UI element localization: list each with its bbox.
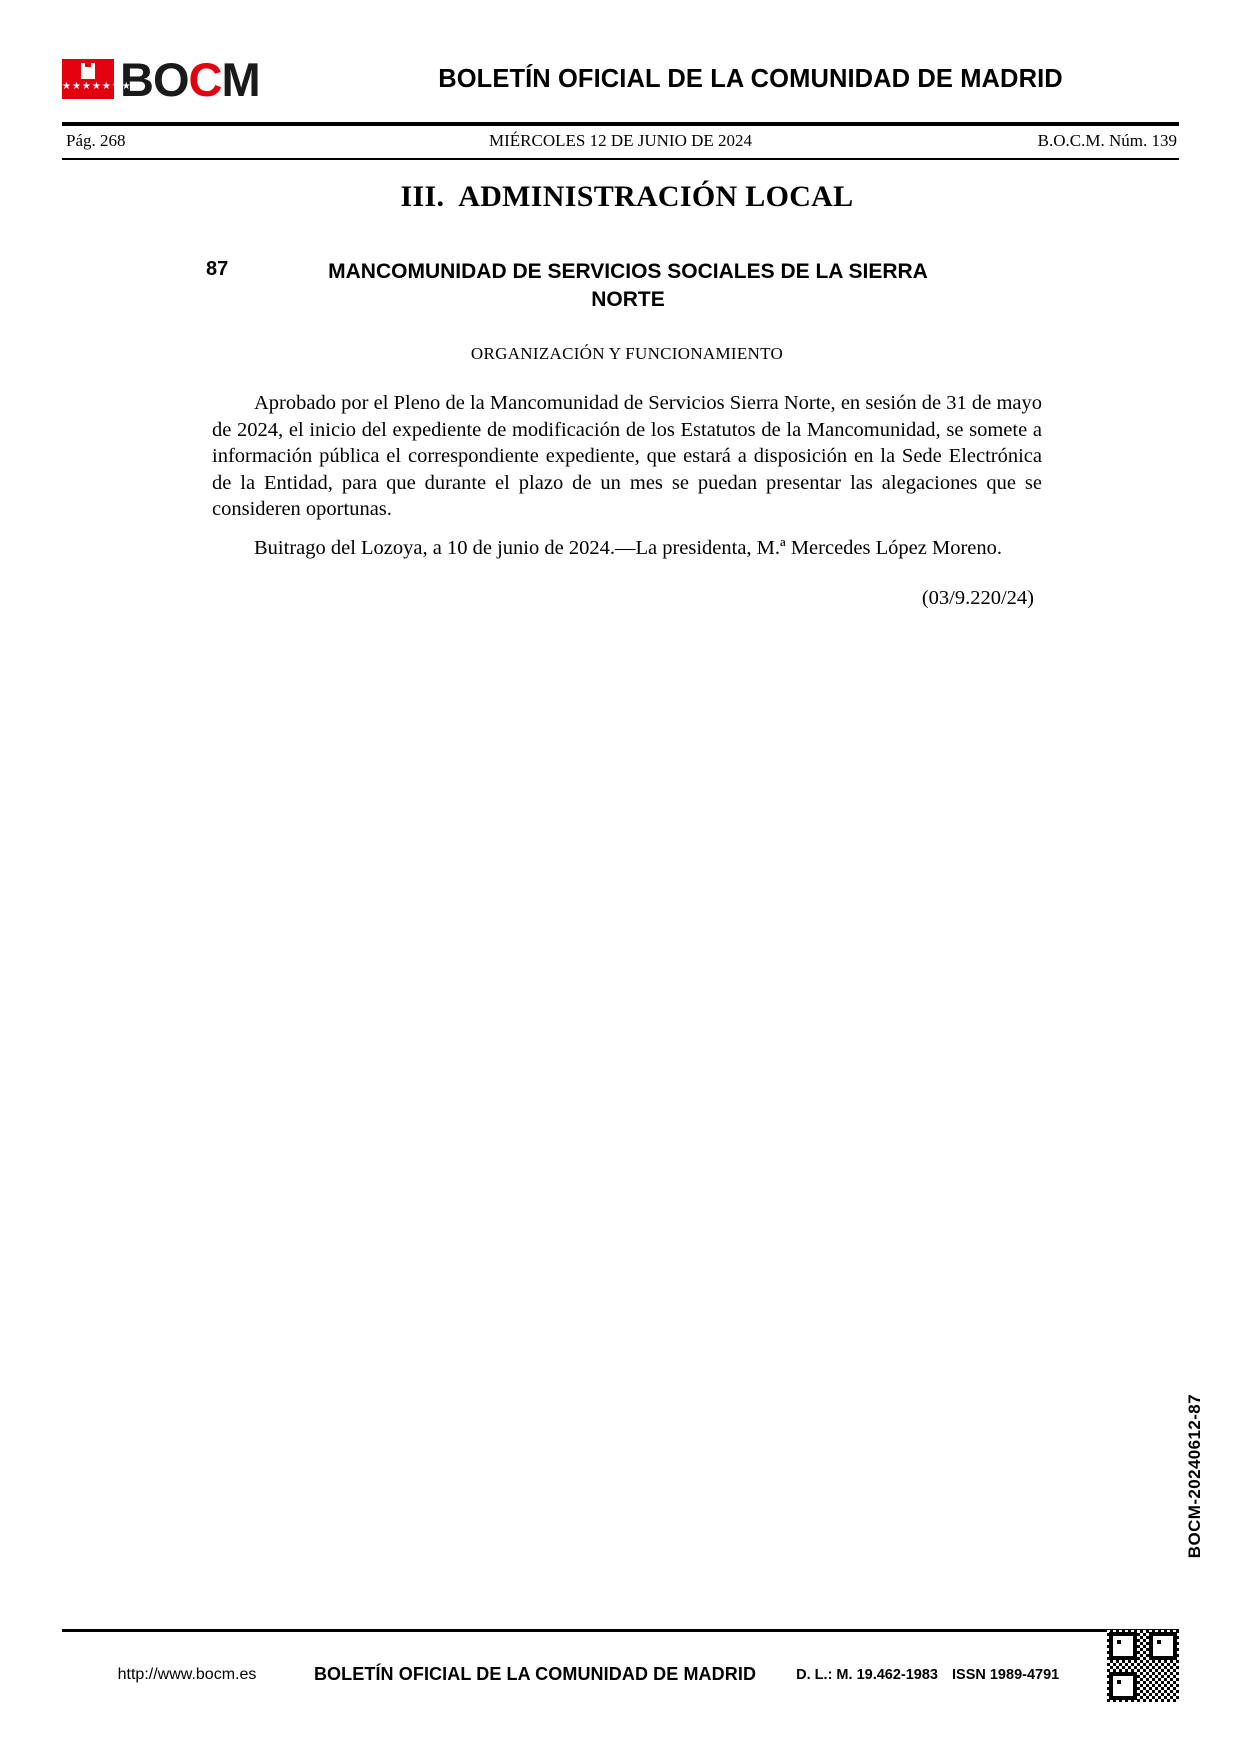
paragraph-1: Aprobado por el Pleno de la Mancomunidad de Servicios Sierra Norte, en sesión de 31 de mayo de 2024, el inicio del expediente de modificación de los Estatutos de la Mancomunidad, se somete a información pública el correspondiente expediente, que estará a disposición en la Sede Electrónica de la Entidad, para que durante el plazo de un mes se puedan presentar las alegaciones que se consideren oportunas. bbox=[212, 392, 1042, 520]
footer-issn: ISSN 1989-4791 bbox=[952, 1666, 1060, 1683]
section-title: ADMINISTRACIÓN LOCAL bbox=[458, 180, 854, 213]
footer-rule bbox=[62, 1629, 1179, 1632]
section-number: III. bbox=[400, 180, 445, 213]
madrid-flag-icon bbox=[62, 59, 132, 99]
header-rule-thick bbox=[62, 122, 1179, 126]
castle-icon bbox=[81, 67, 95, 79]
bocm-wordmark-c: C bbox=[188, 52, 222, 106]
item-number: 87 bbox=[206, 258, 229, 280]
qr-code-icon bbox=[1107, 1630, 1179, 1702]
bocm-wordmark-m: M bbox=[221, 52, 260, 106]
footer-legal-deposit: D. L.: M. 19.462-1983 bbox=[796, 1666, 938, 1683]
page-number-label: Pág. 268 bbox=[66, 131, 126, 150]
issue-number: B.O.C.M. Núm. 139 bbox=[1037, 131, 1177, 150]
bocm-wordmark-bo: BO bbox=[120, 52, 189, 106]
stars-icon: ★★★★★★★ bbox=[62, 81, 132, 92]
subsection-title: ORGANIZACIÓN Y FUNCIONAMIENTO bbox=[470, 344, 784, 363]
masthead-title: BOLETÍN OFICIAL DE LA COMUNIDAD DE MADRID bbox=[438, 64, 1063, 93]
running-header bbox=[62, 131, 1179, 153]
publication-date: MIÉRCOLES 12 DE JUNIO DE 2024 bbox=[488, 131, 753, 150]
footer bbox=[62, 1642, 1179, 1702]
page-title bbox=[212, 180, 1042, 214]
reference-code: (03/9.220/24) bbox=[921, 587, 1034, 609]
entity-header bbox=[206, 258, 1042, 322]
footer-url-link[interactable]: http://www.bocm.es bbox=[117, 1665, 257, 1683]
footer-title: BOLETÍN OFICIAL DE LA COMUNIDAD DE MADRID bbox=[313, 1664, 757, 1684]
header-rule-thin bbox=[62, 158, 1179, 160]
masthead bbox=[62, 48, 1179, 110]
bocm-wordmark bbox=[120, 52, 260, 106]
entity-name: MANCOMUNIDAD DE SERVICIOS SOCIALES DE LA SIERRA NORTE bbox=[328, 260, 928, 311]
side-document-code: BOCM-20240612-87 bbox=[1185, 1393, 1204, 1558]
paragraph-2: Buitrago del Lozoya, a 10 de junio de 2024.—La presidenta, M.ª Mercedes López Moreno. bbox=[254, 536, 1002, 559]
document-body bbox=[206, 180, 1042, 610]
bocm-logo bbox=[62, 52, 332, 106]
